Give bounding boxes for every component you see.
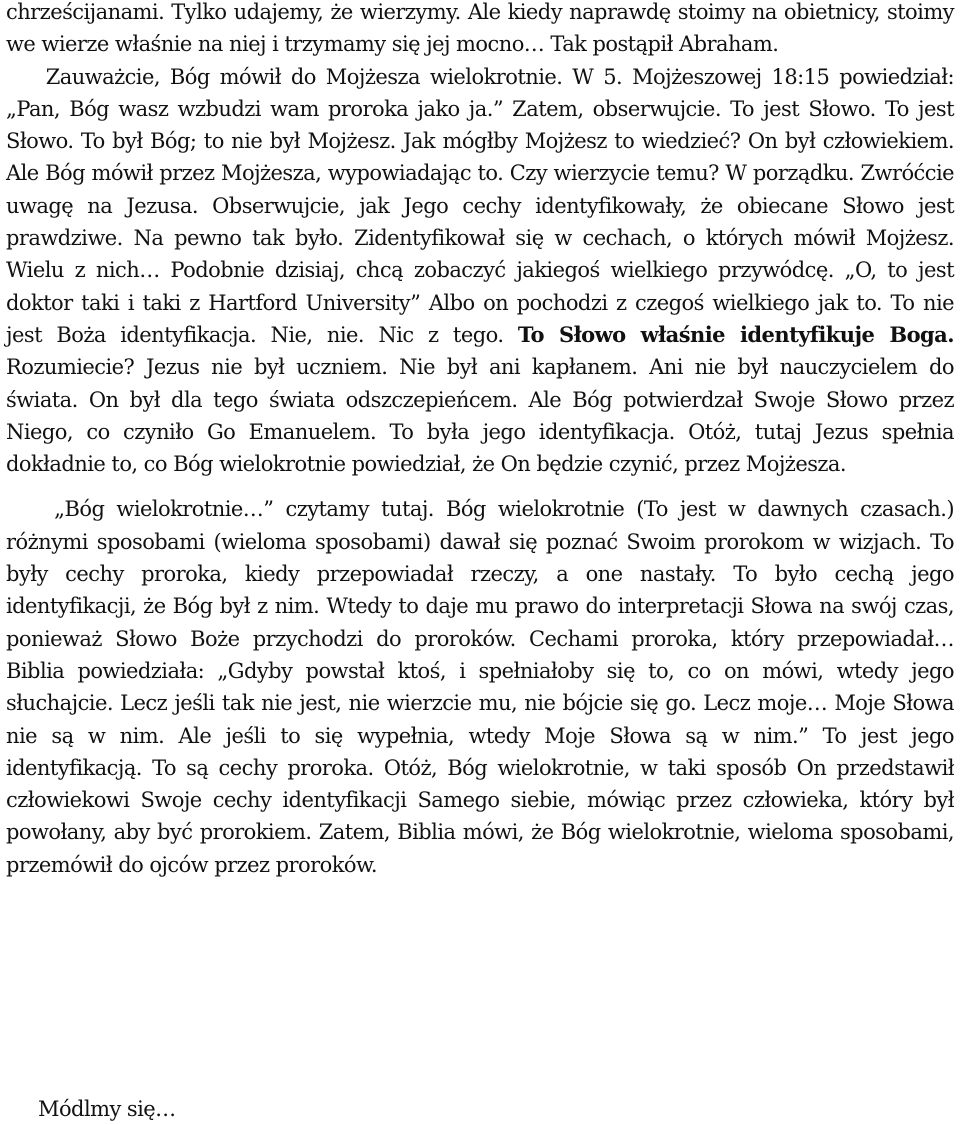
closing-text: Módlmy się… [38,1097,176,1121]
closing-prayer [38,1093,176,1125]
paragraph-text: chrześcijanami. Tylko udajemy, że wierzymy. Ale kiedy naprawdę stoimy na obietnicy, stoimy we wierze właśnie na niej i trzymamy się jej mocno… Tak postąpił Abraham. [6,0,954,57]
paragraph-text: Rozumiecie? Jezus nie był uczniem. Nie był ani kapłanem. Ani nie był nauczycielem do świata. On był dla tego świata odszczepieńcem. Ale Bóg potwierdzał Swoje Słowo przez Niego, co czyniło Go Emanuelem. To była jego identyfikacja. Otóż, tutaj Jezus spełnia dokładnie to, co Bóg wielokrotnie powiedział, że On będzie czynić, przez Mojżesza. [6,322,960,477]
sermon-text-body [6,0,960,881]
paragraph-1 [6,0,954,61]
paragraph-3 [6,493,960,881]
paragraph-text: „Bóg wielokrotnie…” czytamy tutaj. Bóg wielokrotnie (To jest w dawnych czasach.) różnymi sposobami (wieloma sposobami) dawał się poznać Swoim prorokom w wizjach. To były cechy proroka, kiedy przepowiadał rzeczy, a one nastały. To było cechą jego identyfikacji, że Bóg był z nim. Wtedy to daje mu prawo do interpretacji Słowa na swój czas, ponieważ Słowo Boże przychodzi do proroków. Cechami proroka, który przepowiadał… Biblia powiedziała: „Gdyby powstał ktoś, i spełniałoby się to, co on mówi, wtedy jego słuchajcie. Lecz jeśli tak nie jest, nie wierzcie mu, nie bójcie się go. Lecz moje… Moje Słowa nie są w nim. Ale jeśli to się wypełnia, wtedy Moje Słowa są w nim.” To jest jego identyfikacją. To są cechy proroka. Otóż, Bóg wielokrotnie, w taki sposób On przedstawił człowiekowi Swoje cechy identyfikacji Samego siebie, mówiąc przez człowieka, który był powołany, aby być prorokiem. Zatem, Biblia mówi, że Bóg wielokrotnie, wieloma sposobami, przemówił do ojców przez proroków. [6,497,960,877]
paragraph-gap [6,480,954,493]
paragraph-text: Zauważcie, Bóg mówił do Mojżesza wielokrotnie. W 5. Mojżeszowej 18:15 powiedział: „Pan, Bóg wasz wzbudzi wam proroka jako ja.” Zatem, obserwujcie. To jest Słowo. To jest Słowo. To był Bóg; to nie był Mojżesz. Jak mógłby Mojżesz to wiedzieć? On był człowiekiem. Ale Bóg mówił przez Mojżesza, wypowiadając to. Czy wierzycie temu? W porządku. Zwróćcie uwagę na Jezusa. Obserwujcie, jak Jego cechy identyfikowały, że obiecane Słowo jest prawdziwe. Na pewno tak było. Zidentyfikował się w cechach, o których mówił Mojżesz. Wielu z nich… Podobnie dzisiaj, chcą zobaczyć jakiegoś wielkiego przywódcę. „O, to jest doktor taki i taki z Hartford University” Albo on pochodzi z czegoś wielkiego jak to. To nie jest Boża identyfikacja. Nie, nie. Nic z tego. [6,64,960,347]
paragraph-2 [6,61,960,481]
bold-emphasis-text: To Słowo właśnie identyfikuje Boga. [517,321,954,347]
